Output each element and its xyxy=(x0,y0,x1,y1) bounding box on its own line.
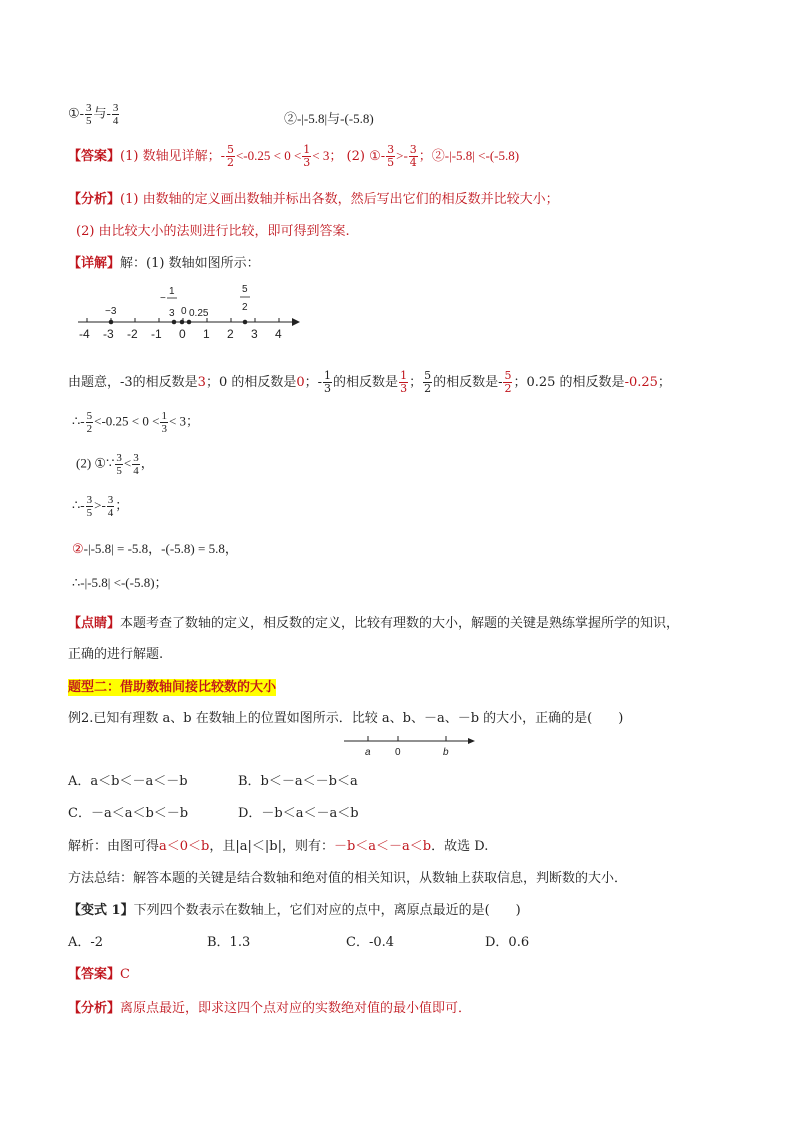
tick-label-4: 4 xyxy=(275,327,282,341)
label-minus3: −3 xyxy=(105,306,117,317)
method-summary: 方法总结：解答本题的关键是结合数轴和绝对值的相关知识，从数轴上获取信息，判断数的大小． xyxy=(68,871,628,886)
axis2-label-b: b xyxy=(443,747,449,758)
option-c: C．－a＜a＜b＜－b xyxy=(68,806,189,821)
example2-text: 例2.已知有理数 a、b 在数轴上的位置如图所示．比较 a、b、－a、－b 的大小，正确的是( ) xyxy=(68,711,624,726)
label-0.25: 0.25 xyxy=(189,308,209,319)
axis2-label-a: a xyxy=(365,747,371,758)
variant1-option-b: B．1.3 xyxy=(207,935,251,950)
label-zero: 0 xyxy=(181,306,187,317)
variant1-option-a: A．-2 xyxy=(68,935,104,950)
tick-label-2: 2 xyxy=(227,327,234,341)
point-minus-third xyxy=(172,320,177,325)
variant1-question: 【变式 1】下列四个数表示在数轴上，它们对应的点中，离原点最近的是( ) xyxy=(68,903,521,918)
axis-arrow xyxy=(292,318,300,326)
q1-item1: ①- $\frac{3}{5}$ 与- $\frac{3}{4}$ xyxy=(68,102,119,127)
variant1-option-c: C．-0.4 xyxy=(346,935,395,950)
answer-line: 【答案】(1) 数轴见详解；- $\frac{5}{2}$ <-0.25 < 0 < $\frac{1}{3}$ < 3； (2) ①- $\frac{3}{5}$ >- $\frac{3}{4}$ ；②-|-5.8| <-(-5.8) xyxy=(68,143,520,169)
point-5-2 xyxy=(243,320,248,325)
q1-item2: ②-|-5.8|与-(-5.8) xyxy=(284,111,374,126)
type2-title: 题型二：借助数轴间接比较数的大小 xyxy=(68,680,277,695)
point-zero xyxy=(180,320,185,325)
example2-solution: 解析：由图可得a＜0＜b，且|a|＜|b|，则有：－b＜a＜－a＜b．故选 D. xyxy=(68,839,489,854)
variant1-option-d: D．0.6 xyxy=(485,935,530,950)
comment-line1: 【点睛】本题考查了数轴的定义，相反数的定义，比较有理数的大小，解题的关键是熟练掌握所学的知识， xyxy=(68,616,680,631)
variant1-analysis: 【分析】离原点最近，即求这四个点对应的实数绝对值的最小值即可． xyxy=(68,1001,472,1016)
tick-label--4: -4 xyxy=(79,327,90,341)
label-5-2-num: 5 xyxy=(242,284,248,295)
tick-label--1: -1 xyxy=(151,327,162,341)
step-2a: (2) ①∵ $\frac{3}{5}$ < $\frac{3}{4}$ ， xyxy=(76,452,154,477)
point-minus3 xyxy=(109,320,114,325)
answer-label: 【答案】 xyxy=(68,149,121,164)
conclusion-1: ∴- $\frac{5}{2}$ <-0.25 < 0 < $\frac{1}{3}$ < 3； xyxy=(72,410,200,435)
option-a: A．a＜b＜－a＜－b xyxy=(68,774,188,789)
tick-label-0: 0 xyxy=(179,327,186,341)
analysis-line1: 【分析】(1) 由数轴的定义画出数轴并标出各数，然后写出它们的相反数并比较大小； xyxy=(68,192,559,207)
label-frac-sign: − xyxy=(160,293,166,304)
analysis-line2: (2) 由比较大小的法则进行比较，即可得到答案. xyxy=(76,224,350,239)
tick-label--3: -3 xyxy=(103,327,114,341)
tick-label-3: 3 xyxy=(251,327,258,341)
step-2b: ∴- $\frac{3}{5}$ >- $\frac{3}{4}$ ； xyxy=(72,494,129,519)
detail-line1: 【详解】解：(1) 数轴如图所示： xyxy=(68,256,260,271)
tick-label-1: 1 xyxy=(203,327,210,341)
number-line-2 xyxy=(340,732,480,758)
step-2c: ②-|-5.8| = -5.8，-(-5.8) = 5.8， xyxy=(72,541,238,556)
axis2-arrow xyxy=(468,738,475,744)
label-5-2-den: 2 xyxy=(242,302,248,313)
variant1-answer: 【答案】C xyxy=(68,967,130,982)
label-frac-den: 3 xyxy=(169,308,175,319)
number-line-1 xyxy=(70,280,310,346)
tick-label--2: -2 xyxy=(127,327,138,341)
step-2d: ∴-|-5.8| <-(-5.8)； xyxy=(72,575,168,590)
comment-line2: 正确的进行解题. xyxy=(68,647,164,662)
axis2-label-0: 0 xyxy=(395,747,401,758)
option-d: D．－b＜a＜－a＜b xyxy=(238,806,359,821)
opposites-line: 由题意，-3的相反数是3；0 的相反数是0；- $\frac{1}{3}$ 的相反数是 $\frac{1}{3}$ ； $\frac{5}{2}$ 的相反数是- $\frac{5}{2}$ ；0.25 的相反数是-0.25； xyxy=(68,369,671,395)
label-frac-num: 1 xyxy=(169,286,175,297)
point-0.25 xyxy=(187,320,192,325)
option-b: B．b＜－a＜－b＜a xyxy=(238,774,358,789)
